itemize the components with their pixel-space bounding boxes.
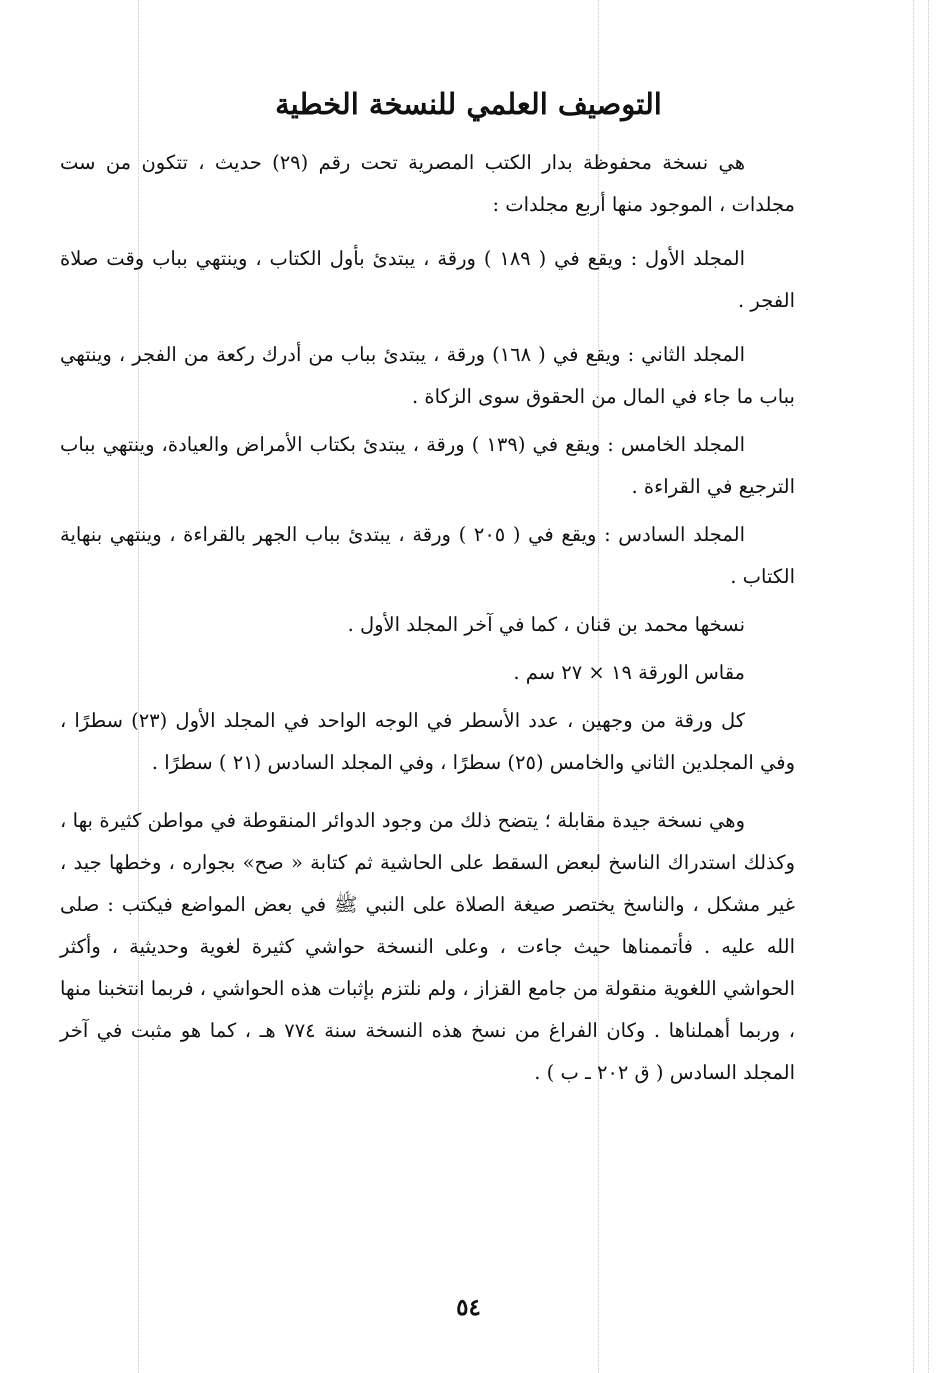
paragraph-volume-6: المجلد السادس : ويقع في ( ٢٠٥ ) ورقة ، يبتدئ بباب الجهر بالقراءة ، وينتهي بنهاية الكتاب . xyxy=(60,523,795,588)
paragraph-page-size: مقاس الورقة ١٩ × ٢٧ سم . xyxy=(513,661,745,684)
page-title: التوصيف العلمي للنسخة الخطية xyxy=(275,87,662,121)
paragraph-volume-2: المجلد الثاني : ويقع في ( ١٦٨) ورقة ، يبتدئ بباب من أدرك ركعة من الفجر ، وينتهي بباب ما جاء في المال من الحقوق سوى الزكاة . xyxy=(60,343,795,408)
paragraph-manuscript-quality: وهي نسخة جيدة مقابلة ؛ يتضح ذلك من وجود الدوائر المنقوطة في مواطن كثيرة بها ، وكذلك استدراك الناسخ لبعض السقط على الحاشية ثم كتابة « صح» بجواره ، وخطها جيد ، غير مشكل ، والناسخ يختصر صيغة الصلاة على النبي ﷺ في بعض المواضع فيكتب : صلى الله عليه . فأتممناها حيث جاءت ، وعلى النسخة حواشي كثيرة لغوية وحديثية ، وأكثر الحواشي اللغوية منقولة من جامع القزاز ، ولم نلتزم بإثبات هذه الحواشي ، فربما انتخبنا منها ، وربما أهملناها . وكان الفراغ من نسخ هذه النسخة سنة ٧٧٤ هـ ، كما هو مثبت في آخر المجلد السادس ( ق ٢٠٢ ـ ب ) . xyxy=(60,809,795,1084)
scan-guide-line xyxy=(928,0,929,1373)
paragraph-copyist: نسخها محمد بن قنان ، كما في آخر المجلد الأول . xyxy=(347,613,745,636)
scan-guide-line xyxy=(913,0,914,1373)
paragraph-intro: هي نسخة محفوظة بدار الكتب المصرية تحت رقم (٢٩) حديث ، تتكون من ست مجلدات ، الموجود منها أربع مجلدات : xyxy=(60,151,795,216)
paragraph-volume-1: المجلد الأول : ويقع في ( ١٨٩ ) ورقة ، يبتدئ بأول الكتاب ، وينتهي بباب وقت صلاة الفجر . xyxy=(60,247,795,312)
paragraph-line-counts: كل ورقة من وجهين ، عدد الأسطر في الوجه الواحد في المجلد الأول (٢٣) سطرًا ، وفي المجلدين الثاني والخامس (٢٥) سطرًا ، وفي المجلد السادس (٢١ ) سطرًا . xyxy=(60,709,795,774)
document-body xyxy=(60,142,795,1094)
paragraph-volume-5: المجلد الخامس : ويقع في (١٣٩ ) ورقة ، يبتدئ بكتاب الأمراض والعيادة، وينتهي بباب الترجيع في القراءة . xyxy=(60,433,795,498)
page-number: ٥٤ xyxy=(456,1294,481,1321)
